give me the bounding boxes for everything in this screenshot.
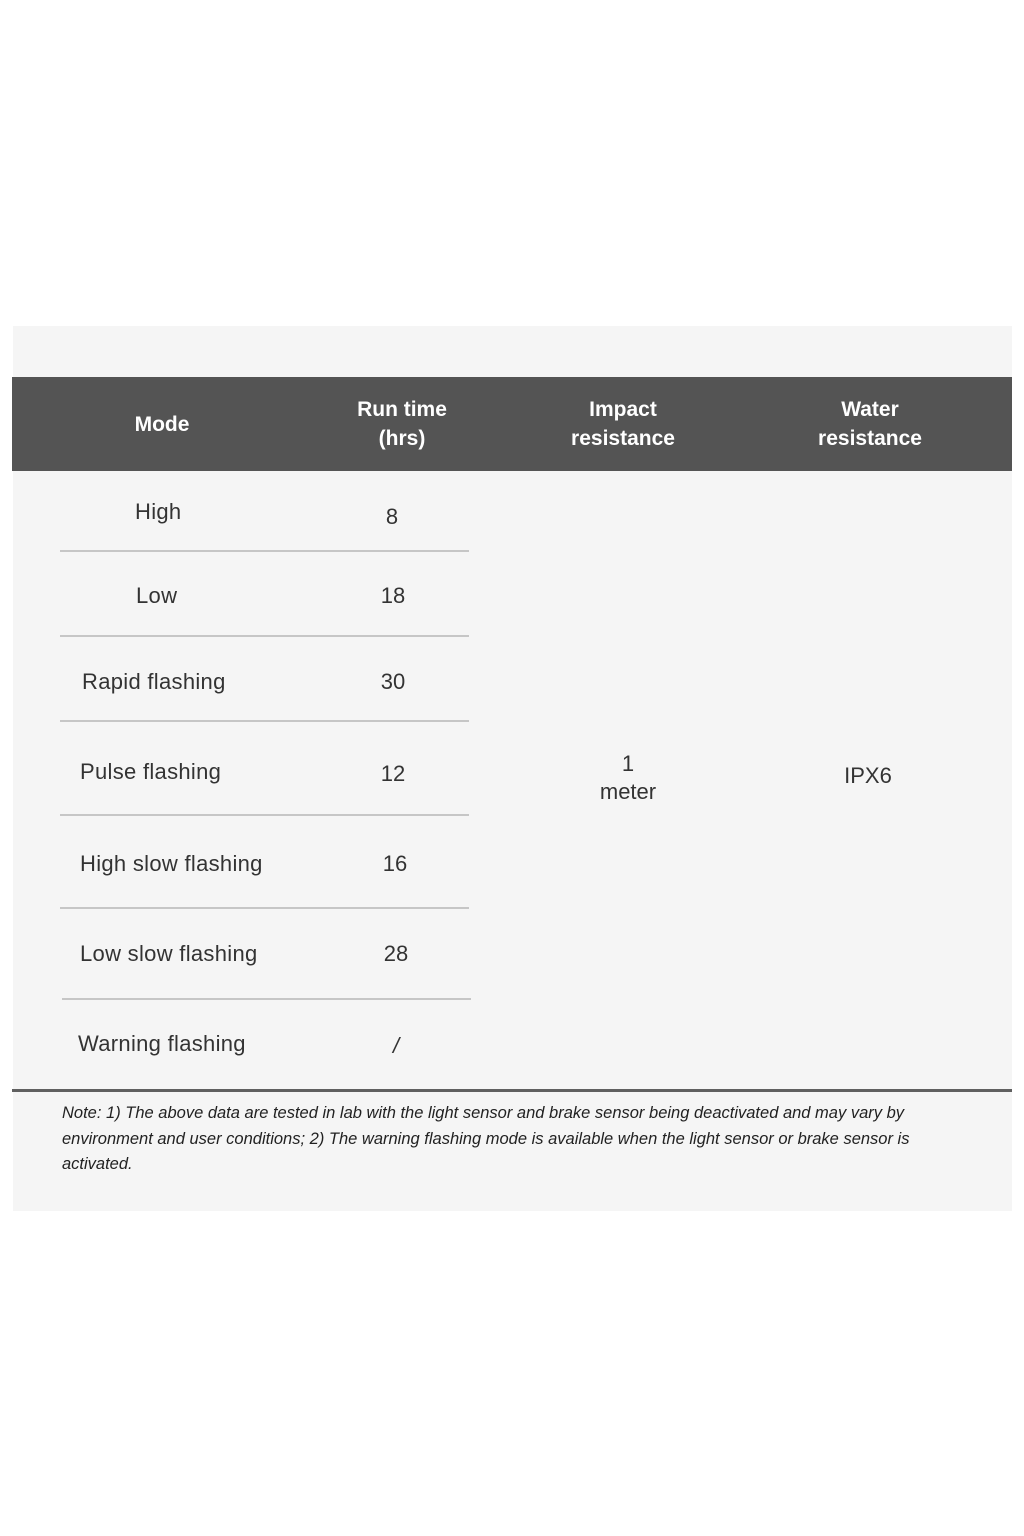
row-divider xyxy=(60,720,469,722)
table-header xyxy=(12,377,1012,471)
table-row-mode: High xyxy=(135,499,182,524)
table-row-run-time: 18 xyxy=(380,583,406,608)
footnote: Note: 1) The above data are tested in lab with the light sensor and brake sensor being deactivated and may vary by environment and user conditions; 2) The warning flashing mode is available when the light sensor or brake sensor is activated. xyxy=(62,1104,910,1173)
header-run-time: Run time (hrs) xyxy=(357,398,447,450)
table-row-run-time: 16 xyxy=(382,851,408,876)
impact-resistance-value: 1 meter xyxy=(599,751,657,804)
table-row-mode: Warning flashing xyxy=(78,1031,246,1056)
row-divider xyxy=(62,998,471,1000)
table-row-mode: Low slow flashing xyxy=(80,941,258,966)
header-mode: Mode xyxy=(134,412,190,436)
table-bottom-rule xyxy=(12,1089,1012,1092)
row-divider xyxy=(60,635,469,637)
table-row-run-time: 8 xyxy=(385,504,399,529)
table-row-run-time: 30 xyxy=(380,669,406,694)
row-divider xyxy=(60,814,469,816)
header-water-resistance: Water resistance xyxy=(818,398,922,450)
table-row-mode: High slow flashing xyxy=(80,851,263,876)
row-divider xyxy=(60,907,469,909)
header-impact-resistance: Impact resistance xyxy=(571,398,675,450)
table-row-mode: Rapid flashing xyxy=(82,669,226,694)
table-row-run-time: 28 xyxy=(383,941,409,966)
table-row-mode: Pulse flashing xyxy=(80,759,222,784)
table-row-run-time: 12 xyxy=(380,761,406,786)
row-divider xyxy=(60,550,469,552)
table-row-run-time: / xyxy=(392,1033,400,1058)
water-resistance-value: IPX6 xyxy=(844,763,892,788)
table-row-mode: Low xyxy=(136,583,178,608)
